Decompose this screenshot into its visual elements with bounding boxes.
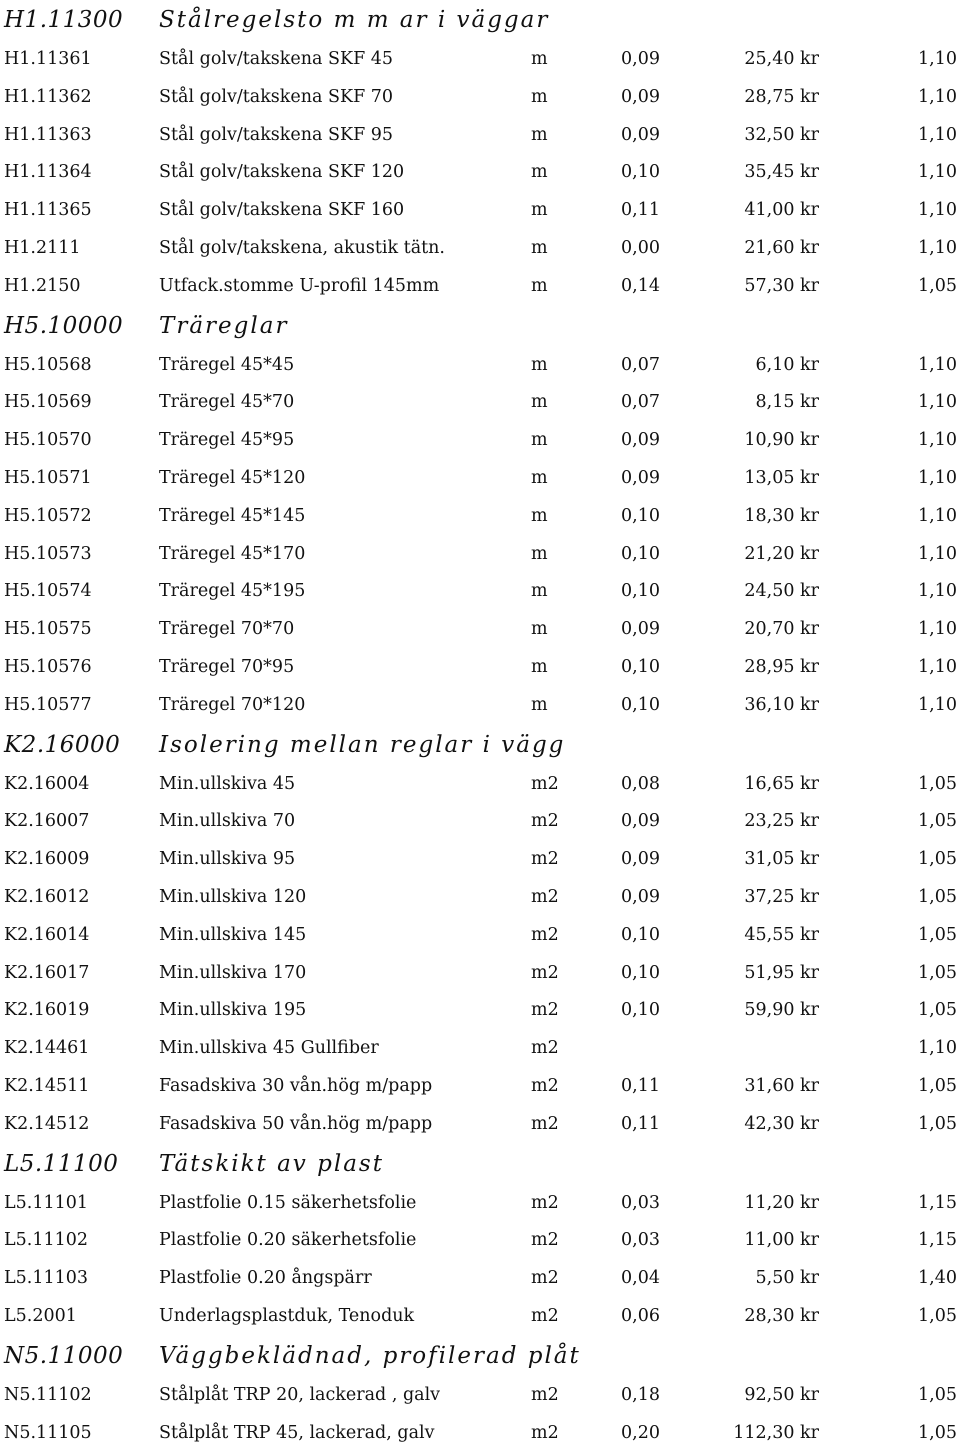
item-time: 0,00 — [621, 230, 660, 268]
item-description: Stål golv/takskena SKF 120 — [159, 154, 404, 192]
item-row — [0, 1415, 960, 1452]
item-code: N5.11105 — [4, 1415, 92, 1452]
item-description: Stål golv/takskena SKF 160 — [159, 192, 404, 230]
item-unit: m — [531, 498, 548, 536]
item-description: Träregel 45*70 — [159, 384, 294, 422]
section-title: Träreglar — [159, 306, 288, 347]
item-factor: 1,15 — [918, 1222, 957, 1260]
item-unit: m2 — [531, 1106, 559, 1144]
item-unit: m2 — [531, 992, 559, 1030]
item-unit: m — [531, 41, 548, 79]
item-factor: 1,10 — [918, 192, 957, 230]
item-factor: 1,05 — [918, 917, 957, 955]
item-unit: m — [531, 687, 548, 725]
item-price: 92,50 kr — [744, 1377, 819, 1415]
item-code: K2.16007 — [4, 803, 89, 841]
item-time: 0,03 — [621, 1222, 660, 1260]
item-factor: 1,10 — [918, 117, 957, 155]
item-description: Träregel 45*195 — [159, 573, 305, 611]
item-price: 11,20 kr — [744, 1185, 819, 1223]
item-row — [0, 917, 960, 955]
item-code: K2.14461 — [4, 1030, 89, 1068]
section-title: Tätskikt av plast — [159, 1144, 384, 1185]
section-header — [0, 1144, 960, 1185]
item-factor: 1,10 — [918, 154, 957, 192]
item-description: Fasadskiva 50 vån.hög m/papp — [159, 1106, 432, 1144]
item-price: 112,30 kr — [733, 1415, 819, 1452]
item-time: 0,11 — [621, 192, 660, 230]
item-price: 51,95 kr — [744, 955, 819, 993]
item-unit: m — [531, 573, 548, 611]
item-unit: m — [531, 117, 548, 155]
item-code: H1.2111 — [4, 230, 81, 268]
item-factor: 1,05 — [918, 1377, 957, 1415]
item-factor: 1,05 — [918, 1106, 957, 1144]
section-code: L5.11100 — [4, 1144, 118, 1185]
item-row — [0, 879, 960, 917]
section-header — [0, 306, 960, 347]
item-factor: 1,05 — [918, 766, 957, 804]
item-time: 0,20 — [621, 1415, 660, 1452]
item-code: H1.2150 — [4, 268, 81, 306]
item-code: H1.11363 — [4, 117, 92, 155]
item-code: K2.16012 — [4, 879, 89, 917]
item-code: H1.11364 — [4, 154, 92, 192]
item-price: 36,10 kr — [744, 687, 819, 725]
item-unit: m — [531, 154, 548, 192]
item-row — [0, 1068, 960, 1106]
item-unit: m2 — [531, 917, 559, 955]
item-code: L5.11101 — [4, 1185, 88, 1223]
item-row — [0, 1222, 960, 1260]
item-description: Underlagsplastduk, Tenoduk — [159, 1298, 414, 1336]
item-factor: 1,10 — [918, 536, 957, 574]
item-factor: 1,05 — [918, 1298, 957, 1336]
item-code: H5.10570 — [4, 422, 92, 460]
item-price: 13,05 kr — [744, 460, 819, 498]
item-time: 0,09 — [621, 460, 660, 498]
item-factor: 1,10 — [918, 687, 957, 725]
item-row — [0, 573, 960, 611]
item-unit: m — [531, 347, 548, 385]
item-price: 59,90 kr — [744, 992, 819, 1030]
item-code: H1.11365 — [4, 192, 92, 230]
item-factor: 1,05 — [918, 1415, 957, 1452]
item-time: 0,07 — [621, 384, 660, 422]
item-price: 18,30 kr — [744, 498, 819, 536]
item-time: 0,10 — [621, 536, 660, 574]
item-price: 8,15 kr — [756, 384, 820, 422]
item-row — [0, 41, 960, 79]
item-row — [0, 117, 960, 155]
item-factor: 1,15 — [918, 1185, 957, 1223]
item-unit: m — [531, 536, 548, 574]
section-code: N5.11000 — [4, 1336, 123, 1377]
item-price: 20,70 kr — [744, 611, 819, 649]
item-code: L5.11102 — [4, 1222, 88, 1260]
item-row — [0, 192, 960, 230]
section-header — [0, 0, 960, 41]
item-description: Träregel 70*70 — [159, 611, 294, 649]
item-code: K2.16019 — [4, 992, 89, 1030]
item-factor: 1,40 — [918, 1260, 957, 1298]
item-description: Min.ullskiva 195 — [159, 992, 306, 1030]
item-code: K2.16004 — [4, 766, 89, 804]
item-unit: m — [531, 649, 548, 687]
item-time: 0,09 — [621, 879, 660, 917]
item-unit: m2 — [531, 803, 559, 841]
item-factor: 1,10 — [918, 41, 957, 79]
item-unit: m — [531, 422, 548, 460]
item-description: Träregel 45*170 — [159, 536, 305, 574]
item-time: 0,10 — [621, 573, 660, 611]
item-code: K2.16017 — [4, 955, 89, 993]
item-time: 0,09 — [621, 803, 660, 841]
item-unit: m — [531, 384, 548, 422]
item-price: 37,25 kr — [744, 879, 819, 917]
item-row — [0, 687, 960, 725]
item-description: Stål golv/takskena SKF 70 — [159, 79, 393, 117]
item-time: 0,06 — [621, 1298, 660, 1336]
section-header — [0, 725, 960, 766]
item-code: L5.2001 — [4, 1298, 77, 1336]
item-factor: 1,05 — [918, 268, 957, 306]
item-unit: m — [531, 611, 548, 649]
item-time: 0,18 — [621, 1377, 660, 1415]
section-code: H1.11300 — [4, 0, 123, 41]
item-row — [0, 536, 960, 574]
item-price: 57,30 kr — [744, 268, 819, 306]
item-price: 31,05 kr — [744, 841, 819, 879]
item-code: K2.16014 — [4, 917, 89, 955]
item-row — [0, 1106, 960, 1144]
item-row — [0, 1030, 960, 1068]
item-factor: 1,10 — [918, 422, 957, 460]
item-factor: 1,10 — [918, 611, 957, 649]
item-unit: m2 — [531, 1030, 559, 1068]
item-description: Min.ullskiva 170 — [159, 955, 306, 993]
item-code: H5.10573 — [4, 536, 92, 574]
item-description: Träregel 45*120 — [159, 460, 305, 498]
item-time: 0,10 — [621, 687, 660, 725]
item-factor: 1,10 — [918, 1030, 957, 1068]
item-row — [0, 79, 960, 117]
item-unit: m2 — [531, 1415, 559, 1452]
item-price: 32,50 kr — [744, 117, 819, 155]
item-row — [0, 1377, 960, 1415]
item-description: Stål golv/takskena SKF 45 — [159, 41, 393, 79]
item-factor: 1,10 — [918, 230, 957, 268]
item-time: 0,10 — [621, 498, 660, 536]
item-code: H5.10569 — [4, 384, 92, 422]
item-description: Plastfolie 0.15 säkerhetsfolie — [159, 1185, 416, 1223]
item-time: 0,10 — [621, 992, 660, 1030]
section-code: H5.10000 — [4, 306, 123, 347]
item-code: H5.10572 — [4, 498, 92, 536]
item-unit: m2 — [531, 841, 559, 879]
item-time: 0,09 — [621, 422, 660, 460]
item-code: K2.16009 — [4, 841, 89, 879]
item-description: Min.ullskiva 45 — [159, 766, 295, 804]
item-code: L5.11103 — [4, 1260, 88, 1298]
item-row — [0, 384, 960, 422]
item-unit: m2 — [531, 766, 559, 804]
item-price: 16,65 kr — [744, 766, 819, 804]
item-code: H5.10568 — [4, 347, 92, 385]
item-unit: m2 — [531, 955, 559, 993]
item-row — [0, 460, 960, 498]
item-factor: 1,10 — [918, 498, 957, 536]
item-time: 0,09 — [621, 611, 660, 649]
item-description: Stål golv/takskena SKF 95 — [159, 117, 393, 155]
item-unit: m — [531, 79, 548, 117]
item-price: 10,90 kr — [744, 422, 819, 460]
item-time: 0,08 — [621, 766, 660, 804]
item-time: 0,04 — [621, 1260, 660, 1298]
item-code: H5.10576 — [4, 649, 92, 687]
item-factor: 1,05 — [918, 803, 957, 841]
item-unit: m — [531, 268, 548, 306]
item-time: 0,10 — [621, 955, 660, 993]
item-unit: m2 — [531, 1185, 559, 1223]
item-price: 41,00 kr — [744, 192, 819, 230]
section-title: Isolering mellan reglar i vägg — [159, 725, 565, 766]
item-factor: 1,05 — [918, 879, 957, 917]
item-description: Stålplåt TRP 20, lackerad , galv — [159, 1377, 440, 1415]
item-description: Plastfolie 0.20 ångspärr — [159, 1260, 372, 1298]
section-code: K2.16000 — [4, 725, 120, 766]
item-price: 24,50 kr — [744, 573, 819, 611]
item-factor: 1,05 — [918, 992, 957, 1030]
item-time: 0,09 — [621, 117, 660, 155]
item-row — [0, 498, 960, 536]
item-description: Fasadskiva 30 vån.hög m/papp — [159, 1068, 432, 1106]
item-row — [0, 955, 960, 993]
section-title: Stålregelsto m m ar i väggar — [159, 0, 549, 41]
item-row — [0, 230, 960, 268]
item-price: 28,75 kr — [744, 79, 819, 117]
item-code: K2.14511 — [4, 1068, 89, 1106]
item-row — [0, 649, 960, 687]
item-description: Min.ullskiva 95 — [159, 841, 295, 879]
item-price: 42,30 kr — [744, 1106, 819, 1144]
item-price: 28,95 kr — [744, 649, 819, 687]
item-description: Träregel 70*95 — [159, 649, 294, 687]
item-description: Utfack.stomme U-profil 145mm — [159, 268, 439, 306]
item-time: 0,03 — [621, 1185, 660, 1223]
item-factor: 1,10 — [918, 79, 957, 117]
item-price: 11,00 kr — [744, 1222, 819, 1260]
item-time: 0,10 — [621, 154, 660, 192]
item-row — [0, 268, 960, 306]
item-factor: 1,05 — [918, 841, 957, 879]
item-row — [0, 1298, 960, 1336]
item-factor: 1,10 — [918, 649, 957, 687]
item-description: Träregel 45*145 — [159, 498, 305, 536]
item-time: 0,09 — [621, 79, 660, 117]
item-time: 0,07 — [621, 347, 660, 385]
item-description: Stål golv/takskena, akustik tätn. — [159, 230, 445, 268]
item-code: H5.10571 — [4, 460, 92, 498]
item-code: H1.11362 — [4, 79, 92, 117]
item-time: 0,11 — [621, 1106, 660, 1144]
item-description: Min.ullskiva 70 — [159, 803, 295, 841]
item-row — [0, 347, 960, 385]
item-code: H5.10577 — [4, 687, 92, 725]
item-unit: m — [531, 230, 548, 268]
item-price: 21,20 kr — [744, 536, 819, 574]
item-unit: m2 — [531, 1377, 559, 1415]
item-time: 0,14 — [621, 268, 660, 306]
item-time: 0,10 — [621, 917, 660, 955]
item-price: 35,45 kr — [744, 154, 819, 192]
item-factor: 1,10 — [918, 384, 957, 422]
item-description: Plastfolie 0.20 säkerhetsfolie — [159, 1222, 416, 1260]
item-description: Stålplåt TRP 45, lackerad, galv — [159, 1415, 435, 1452]
item-unit: m2 — [531, 1222, 559, 1260]
item-description: Min.ullskiva 145 — [159, 917, 306, 955]
item-row — [0, 1260, 960, 1298]
item-factor: 1,10 — [918, 347, 957, 385]
item-price: 25,40 kr — [744, 41, 819, 79]
item-unit: m2 — [531, 879, 559, 917]
item-unit: m2 — [531, 1068, 559, 1106]
item-price: 21,60 kr — [744, 230, 819, 268]
item-time: 0,10 — [621, 649, 660, 687]
item-code: H5.10574 — [4, 573, 92, 611]
item-code: K2.14512 — [4, 1106, 89, 1144]
item-row — [0, 803, 960, 841]
item-row — [0, 992, 960, 1030]
item-row — [0, 766, 960, 804]
item-price: 6,10 kr — [756, 347, 820, 385]
item-description: Träregel 45*45 — [159, 347, 294, 385]
item-row — [0, 422, 960, 460]
item-unit: m2 — [531, 1298, 559, 1336]
item-time: 0,09 — [621, 841, 660, 879]
item-code: H1.11361 — [4, 41, 92, 79]
item-factor: 1,05 — [918, 1068, 957, 1106]
item-code: H5.10575 — [4, 611, 92, 649]
item-price: 28,30 kr — [744, 1298, 819, 1336]
item-row — [0, 154, 960, 192]
section-header — [0, 1336, 960, 1377]
section-title: Väggbeklädnad, profilerad plåt — [159, 1336, 581, 1377]
item-unit: m2 — [531, 1260, 559, 1298]
item-price: 5,50 kr — [756, 1260, 820, 1298]
item-time: 0,09 — [621, 41, 660, 79]
item-description: Träregel 70*120 — [159, 687, 305, 725]
item-row — [0, 841, 960, 879]
item-description: Min.ullskiva 120 — [159, 879, 306, 917]
item-description: Träregel 45*95 — [159, 422, 294, 460]
item-price: 31,60 kr — [744, 1068, 819, 1106]
item-row — [0, 611, 960, 649]
item-factor: 1,10 — [918, 460, 957, 498]
item-unit: m — [531, 460, 548, 498]
item-unit: m — [531, 192, 548, 230]
item-time: 0,11 — [621, 1068, 660, 1106]
item-row — [0, 1185, 960, 1223]
item-factor: 1,10 — [918, 573, 957, 611]
item-price: 45,55 kr — [744, 917, 819, 955]
item-factor: 1,05 — [918, 955, 957, 993]
item-price: 23,25 kr — [744, 803, 819, 841]
item-code: N5.11102 — [4, 1377, 92, 1415]
item-description: Min.ullskiva 45 Gullfiber — [159, 1030, 379, 1068]
